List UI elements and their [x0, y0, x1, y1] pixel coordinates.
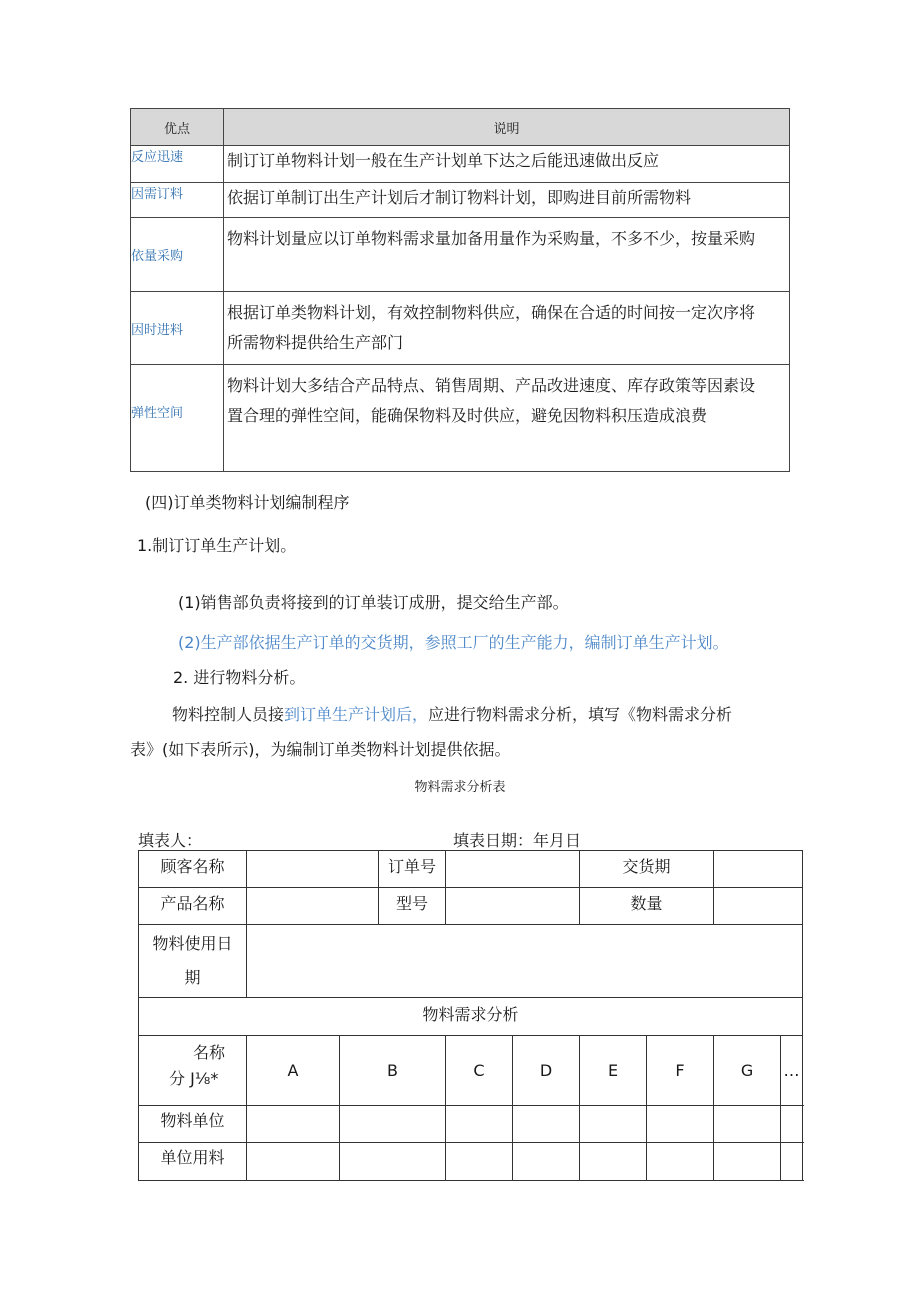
columns-row: [139, 1036, 803, 1106]
cell[interactable]: [647, 1143, 714, 1181]
form-row: [139, 998, 803, 1036]
advantages-header-row: [131, 109, 790, 146]
date-label: 填表日期：年月日: [453, 831, 582, 850]
table-row: [131, 183, 790, 218]
corner-bottom: 分 J⅛*: [169, 1069, 219, 1088]
row-label-unit: 物料单位: [139, 1106, 247, 1143]
cell[interactable]: [580, 1106, 647, 1143]
cell[interactable]: [446, 1106, 513, 1143]
advantage-name: 因时进料: [131, 292, 224, 365]
order-no-label: 订单号: [379, 851, 446, 888]
delivery-date-label: 交货期: [580, 851, 714, 888]
column-label: A: [247, 1036, 340, 1106]
cell[interactable]: [247, 1106, 340, 1143]
cell[interactable]: [513, 1143, 580, 1181]
column-label: C: [446, 1036, 513, 1106]
analysis-heading: 物料需求分析: [139, 998, 803, 1036]
order-no-value[interactable]: [446, 851, 580, 888]
column-label: E: [580, 1036, 647, 1106]
table-row: [131, 218, 790, 292]
cell[interactable]: [446, 1143, 513, 1181]
advantages-table: [130, 108, 790, 472]
usage-date-line: 物料使用日: [152, 934, 233, 953]
form-row: [139, 925, 803, 998]
cell[interactable]: [340, 1106, 446, 1143]
paragraph-part: 应进行物料需求分析，填写《物料需求分析: [428, 705, 733, 724]
cell[interactable]: [580, 1143, 647, 1181]
advantage-desc: [224, 365, 790, 472]
model-value[interactable]: [446, 888, 580, 925]
header-advantage: 优点: [131, 109, 224, 146]
desc-line: 依据订单制订出生产计划后才制订物料计划，即购进目前所需物料: [227, 188, 692, 207]
quantity-value[interactable]: [714, 888, 803, 925]
advantage-name: 依量采购: [131, 218, 224, 292]
delivery-date-value[interactable]: [714, 851, 803, 888]
cell[interactable]: [714, 1106, 781, 1143]
customer-name-value[interactable]: [247, 851, 379, 888]
corner-header: [139, 1036, 247, 1106]
advantage-desc: [224, 146, 790, 183]
header-description: 说明: [224, 109, 790, 146]
cell[interactable]: [513, 1106, 580, 1143]
quantity-label: 数量: [580, 888, 714, 925]
form-row: [139, 1143, 803, 1181]
row-label-usage: 单位用料: [139, 1143, 247, 1181]
analysis-form: [138, 850, 803, 1181]
advantage-desc: [224, 218, 790, 292]
cell[interactable]: [714, 1143, 781, 1181]
column-label: G: [714, 1036, 781, 1106]
table-row: [131, 146, 790, 183]
cell[interactable]: [247, 1143, 340, 1181]
form-row: [139, 851, 803, 888]
form-row: [139, 888, 803, 925]
filler-label: 填表人：: [138, 831, 203, 850]
paragraph-part: 物料控制人员接: [172, 705, 285, 724]
table-row: [131, 365, 790, 472]
advantage-desc: [224, 183, 790, 218]
desc-line: 物料计划量应以订单物料需求量加备用量作为采购量，不多不少，按量采购: [227, 229, 756, 248]
advantage-name: 因需订料: [131, 183, 224, 218]
column-label: …: [781, 1036, 803, 1106]
customer-name-label: 顾客名称: [139, 851, 247, 888]
desc-line: 置合理的弹性空间，能确保物料及时供应，避免因物料积压造成浪费: [227, 406, 708, 425]
model-label: 型号: [379, 888, 446, 925]
advantage-name: 反应迅速: [131, 146, 224, 183]
advantage-desc: [224, 292, 790, 365]
desc-line: 制订订单物料计划一般在生产计划单下达之后能迅速做出反应: [227, 151, 660, 170]
paragraph-line-1: [172, 702, 732, 725]
paragraph-highlight: 到订单生产计划后，: [284, 705, 429, 724]
advantage-name: 弹性空间: [131, 365, 224, 472]
cell[interactable]: [647, 1106, 714, 1143]
cell[interactable]: [340, 1143, 446, 1181]
cell[interactable]: [781, 1106, 803, 1143]
desc-line: 所需物料提供给生产部门: [227, 333, 404, 352]
column-label: B: [340, 1036, 446, 1106]
column-label: D: [513, 1036, 580, 1106]
product-name-value[interactable]: [247, 888, 379, 925]
paragraph-line-2: 表》(如下表所示)，为编制订单类物料计划提供依据。: [130, 740, 511, 759]
step-1-a: (1)销售部负责将接到的订单装订成册，提交给生产部。: [178, 593, 569, 612]
step-1-b: (2)生产部依据生产订单的交货期，参照工厂的生产能力，编制订单生产计划。: [178, 633, 729, 652]
corner-top: 名称: [193, 1043, 226, 1062]
usage-date-value[interactable]: [247, 925, 803, 998]
section-heading: (四)订单类物料计划编制程序: [145, 493, 350, 512]
desc-line: 根据订单类物料计划，有效控制物料供应，确保在合适的时间按一定次序将: [227, 303, 756, 322]
desc-line: 物料计划大多结合产品特点、销售周期、产品改进速度、库存政策等因素设: [227, 376, 756, 395]
form-row: [139, 1106, 803, 1143]
form-title: 物料需求分析表: [414, 780, 506, 795]
column-label: F: [647, 1036, 714, 1106]
step-1: 1.制订订单生产计划。: [137, 536, 297, 555]
product-name-label: 产品名称: [139, 888, 247, 925]
table-row: [131, 292, 790, 365]
usage-date-line: 期: [184, 968, 201, 987]
cell[interactable]: [781, 1143, 803, 1181]
usage-date-label: [139, 925, 247, 998]
step-2: 2. 进行物料分析。: [173, 668, 306, 687]
